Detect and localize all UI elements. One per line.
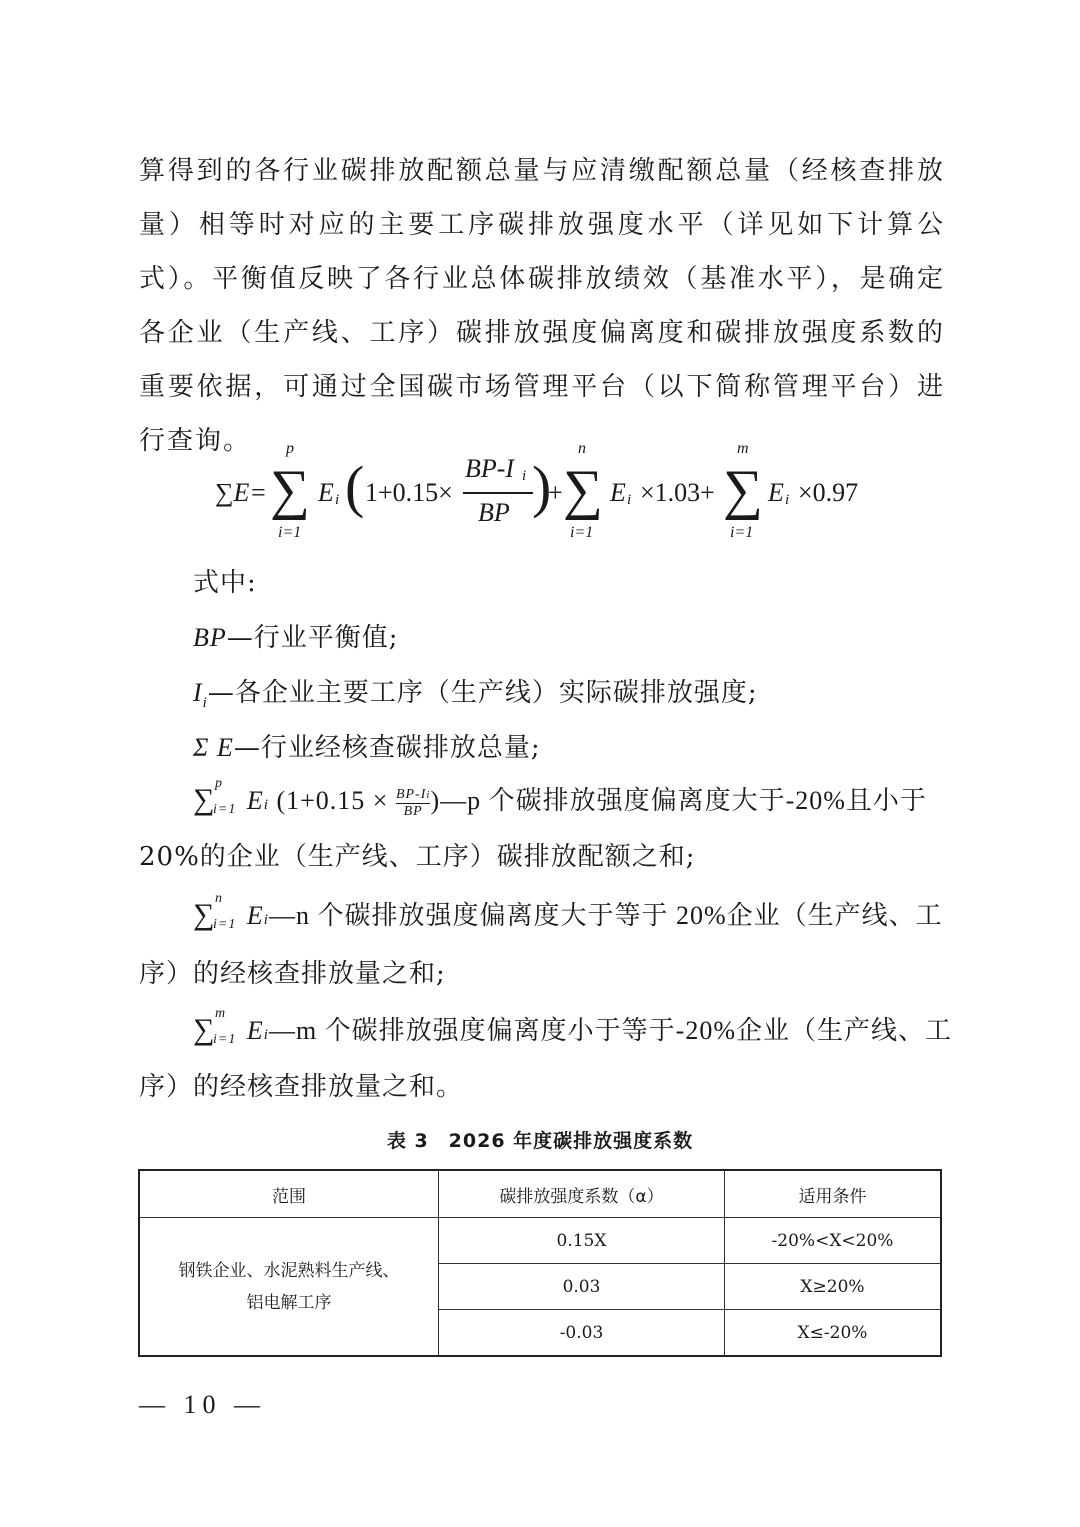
times-0-97: ×0.97 [798, 478, 859, 507]
def-n [193, 891, 943, 932]
inline-frac-den: BP [396, 803, 431, 820]
formula-lhs: ∑E= [215, 478, 267, 507]
inline-p-E: Ei [246, 786, 269, 815]
intro-paragraph: 算得到的各行业碳排放配额总量与应清缴配额总量（经核查排放量）相等时对应的主要工序碳排放强度水平（详见如下计算公式）。平衡值反映了各行业总体碳排放绩效（基准水平），是确定各企业（生产线、工序）碳排放强度偏离度和碳排放强度系数的重要依据，可通过全国碳市场管理平台（以下简称管理平台）进行查询。 [139, 156, 945, 456]
def-m-text-1: —m 个碳排放强度偏离度小于等于-20%企业（生产线、工 [268, 1016, 952, 1045]
def-bp-text: —行业平衡值; [226, 623, 399, 653]
def-m [193, 1006, 952, 1047]
times-1-03: ×1.03+ [640, 478, 715, 507]
inline-frac-num: BP-I [395, 786, 427, 802]
term3-sub: i [785, 492, 790, 508]
def-m-line2: 序）的经核查排放量之和。 [139, 1072, 464, 1102]
table-header-row [139, 1170, 941, 1218]
coef-cell: 0.15X [439, 1218, 725, 1264]
def-n-text-1: —n 个碳排放强度偏离度大于等于 20%企业（生产线、工 [268, 901, 943, 930]
range-cell [139, 1218, 439, 1357]
fraction-bar [463, 492, 533, 494]
term2-E: E [610, 478, 626, 507]
paren-close: ) [532, 454, 552, 519]
cond-cell: X≥20% [725, 1264, 942, 1310]
def-p-text-1: —p 个碳排放强度偏离度大于-20%且小于 [440, 786, 927, 815]
sum1-sigma: ∑ [270, 459, 310, 521]
frac-numerator: BP-I [465, 454, 515, 483]
sum1-lower: i=1 [278, 524, 302, 541]
term1-E: E [318, 478, 334, 507]
coef-cell: -0.03 [439, 1310, 725, 1357]
inline-m-lower: i=1 [213, 1032, 237, 1047]
sum2-sigma: ∑ [563, 459, 603, 521]
sum1-upper: p [286, 440, 294, 457]
where-label: 式中: [193, 568, 257, 598]
table-caption: 表 3 2026 年度碳排放强度系数 [386, 1130, 694, 1152]
header-range: 范围 [139, 1170, 439, 1218]
frac-denominator: BP [478, 498, 510, 527]
inline-p-fraction: BP-Ii BP [395, 786, 431, 819]
inline-sigma-p: ∑ [193, 783, 216, 816]
sum3-upper: m [737, 440, 749, 457]
main-formula [200, 440, 900, 550]
def-p: ∑ p i=1 Ei (1+0.15 × BP-Ii BP )—p 个碳排放强度偏离度大于-20%且小于 [193, 776, 927, 819]
term1-sub: i [335, 492, 340, 508]
inline-n-lower: i=1 [213, 917, 237, 932]
coef-cell: 0.03 [439, 1264, 725, 1310]
plus-sign: + [548, 478, 563, 507]
sum3-sigma: ∑ [723, 459, 763, 521]
sum3-lower: i=1 [730, 524, 754, 541]
def-e-symbol: Σ E [193, 733, 234, 762]
header-coefficient: 碳排放强度系数（α） [439, 1170, 725, 1218]
paren-open: ( [345, 454, 365, 519]
page-number: — 10 — [139, 1390, 266, 1419]
inline-n-E: Ei [246, 901, 269, 930]
frac-numerator-sub: i [522, 468, 527, 484]
def-e [193, 727, 541, 764]
inline-sigma-m: ∑ [193, 1013, 216, 1046]
header-condition: 适用条件 [725, 1170, 942, 1218]
inline-p-upper: p [215, 776, 223, 791]
table-row [139, 1218, 941, 1264]
range-text-2: 铝电解工序 [246, 1292, 332, 1313]
def-n-line2: 序）的经核查排放量之和; [139, 959, 446, 989]
range-text-1: 钢铁企业、水泥熟料生产线、 [178, 1260, 400, 1281]
inline-p-lower: i=1 [213, 802, 237, 817]
def-i [193, 672, 758, 709]
coefficient-table [138, 1169, 942, 1357]
def-i-sub: i [202, 695, 208, 711]
sum2-upper: n [578, 440, 586, 457]
term3-E: E [768, 478, 784, 507]
inline-n-upper: n [215, 891, 223, 906]
term2-sub: i [627, 492, 632, 508]
def-e-text: —行业经核查碳排放总量; [233, 733, 541, 763]
cond-cell: X≤-20% [725, 1310, 942, 1357]
cond-cell: -20%<X<20% [725, 1218, 942, 1264]
def-i-symbol: I [193, 678, 203, 707]
sum2-lower: i=1 [570, 524, 594, 541]
inline-m-upper: m [215, 1006, 227, 1021]
inline-sigma-n: ∑ [193, 898, 216, 931]
def-bp [193, 617, 399, 654]
inline-m-E: Ei [246, 1016, 269, 1045]
def-p-line2: 20%的企业（生产线、工序）碳排放配额之和; [139, 842, 696, 872]
def-bp-symbol: BP [193, 623, 227, 652]
inline-p-factor: (1+0.15 × [276, 786, 389, 815]
factor1-prefix: 1+0.15× [365, 478, 453, 507]
def-i-text: —各企业主要工序（生产线）实际碳排放强度; [207, 678, 758, 708]
